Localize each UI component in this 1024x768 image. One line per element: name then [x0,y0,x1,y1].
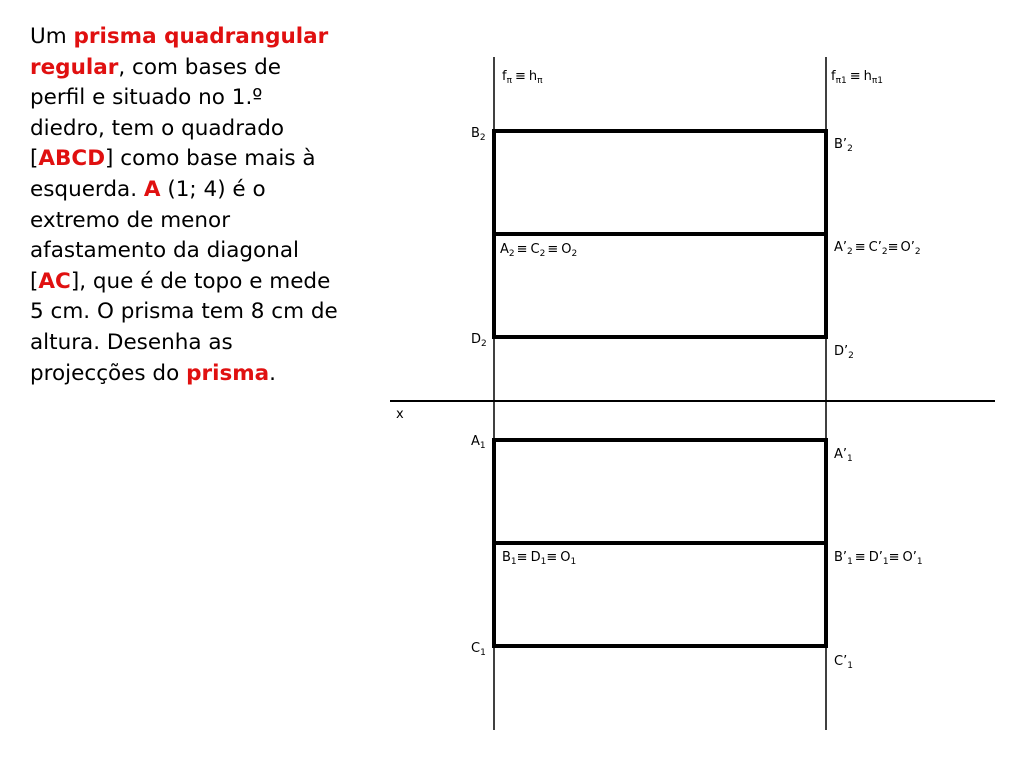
frontal-projection [494,129,828,339]
label-x-axis: x [396,407,404,422]
label-d2: $D_2$ [471,332,487,349]
highlight-square-name: ABCD [38,146,106,172]
statement-text-6: . [269,360,276,386]
highlight-prism: prisma [186,360,270,386]
label-a2-c2-o2: $A_2 \equiv C_2 \equiv O_2$ [500,242,578,259]
label-a1-prime: $A’_1$ [834,447,853,464]
label-b2-prime: $B’_2$ [834,137,853,154]
statement-text-2: , com bases de perfil e situado no 1.º diedro, tem o quadrado [ [30,54,285,172]
statement-text-3: ] como base mais à esquerda. [30,146,316,202]
horizontal-projection [494,438,828,648]
highlight-diagonal: AC [38,268,71,294]
highlight-point-a: A [143,176,161,202]
statement-text-4: (1; 4) é o extremo de menor afastamento da diagonal [ [30,176,299,294]
label-a1: $A_1$ [471,434,486,451]
label-b2: $B_2$ [471,126,486,143]
label-d2-prime: $D’_2$ [834,344,854,361]
label-c1-prime: $C’_1$ [834,654,853,671]
statement-text-5: ], que é de topo e mede 5 cm. O prisma tem 8 cm de altura. Desenha as projecções do [30,268,338,386]
label-c1: $C_1$ [471,641,486,658]
statement-text-1: Um [30,24,74,49]
highlight-prism-type: prisma quadrangular regular [30,24,329,80]
label-plane-pi: $f_\pi \equiv h_\pi$ [502,69,543,86]
label-a2p-c2p-o2p: $A’_2$ ≡ $C’_2\equiv$ $O’_2$ [834,240,921,257]
label-b1p-d1p-o1p: $B’_1$ ≡ $D’_1\equiv$ $O’_1$ [834,550,923,567]
label-b1-d1-o1: $B_1\equiv D_1\equiv O_1$ [502,550,577,567]
label-plane-pi1: $f_{\pi 1} \equiv h_{\pi 1}$ [831,69,884,86]
